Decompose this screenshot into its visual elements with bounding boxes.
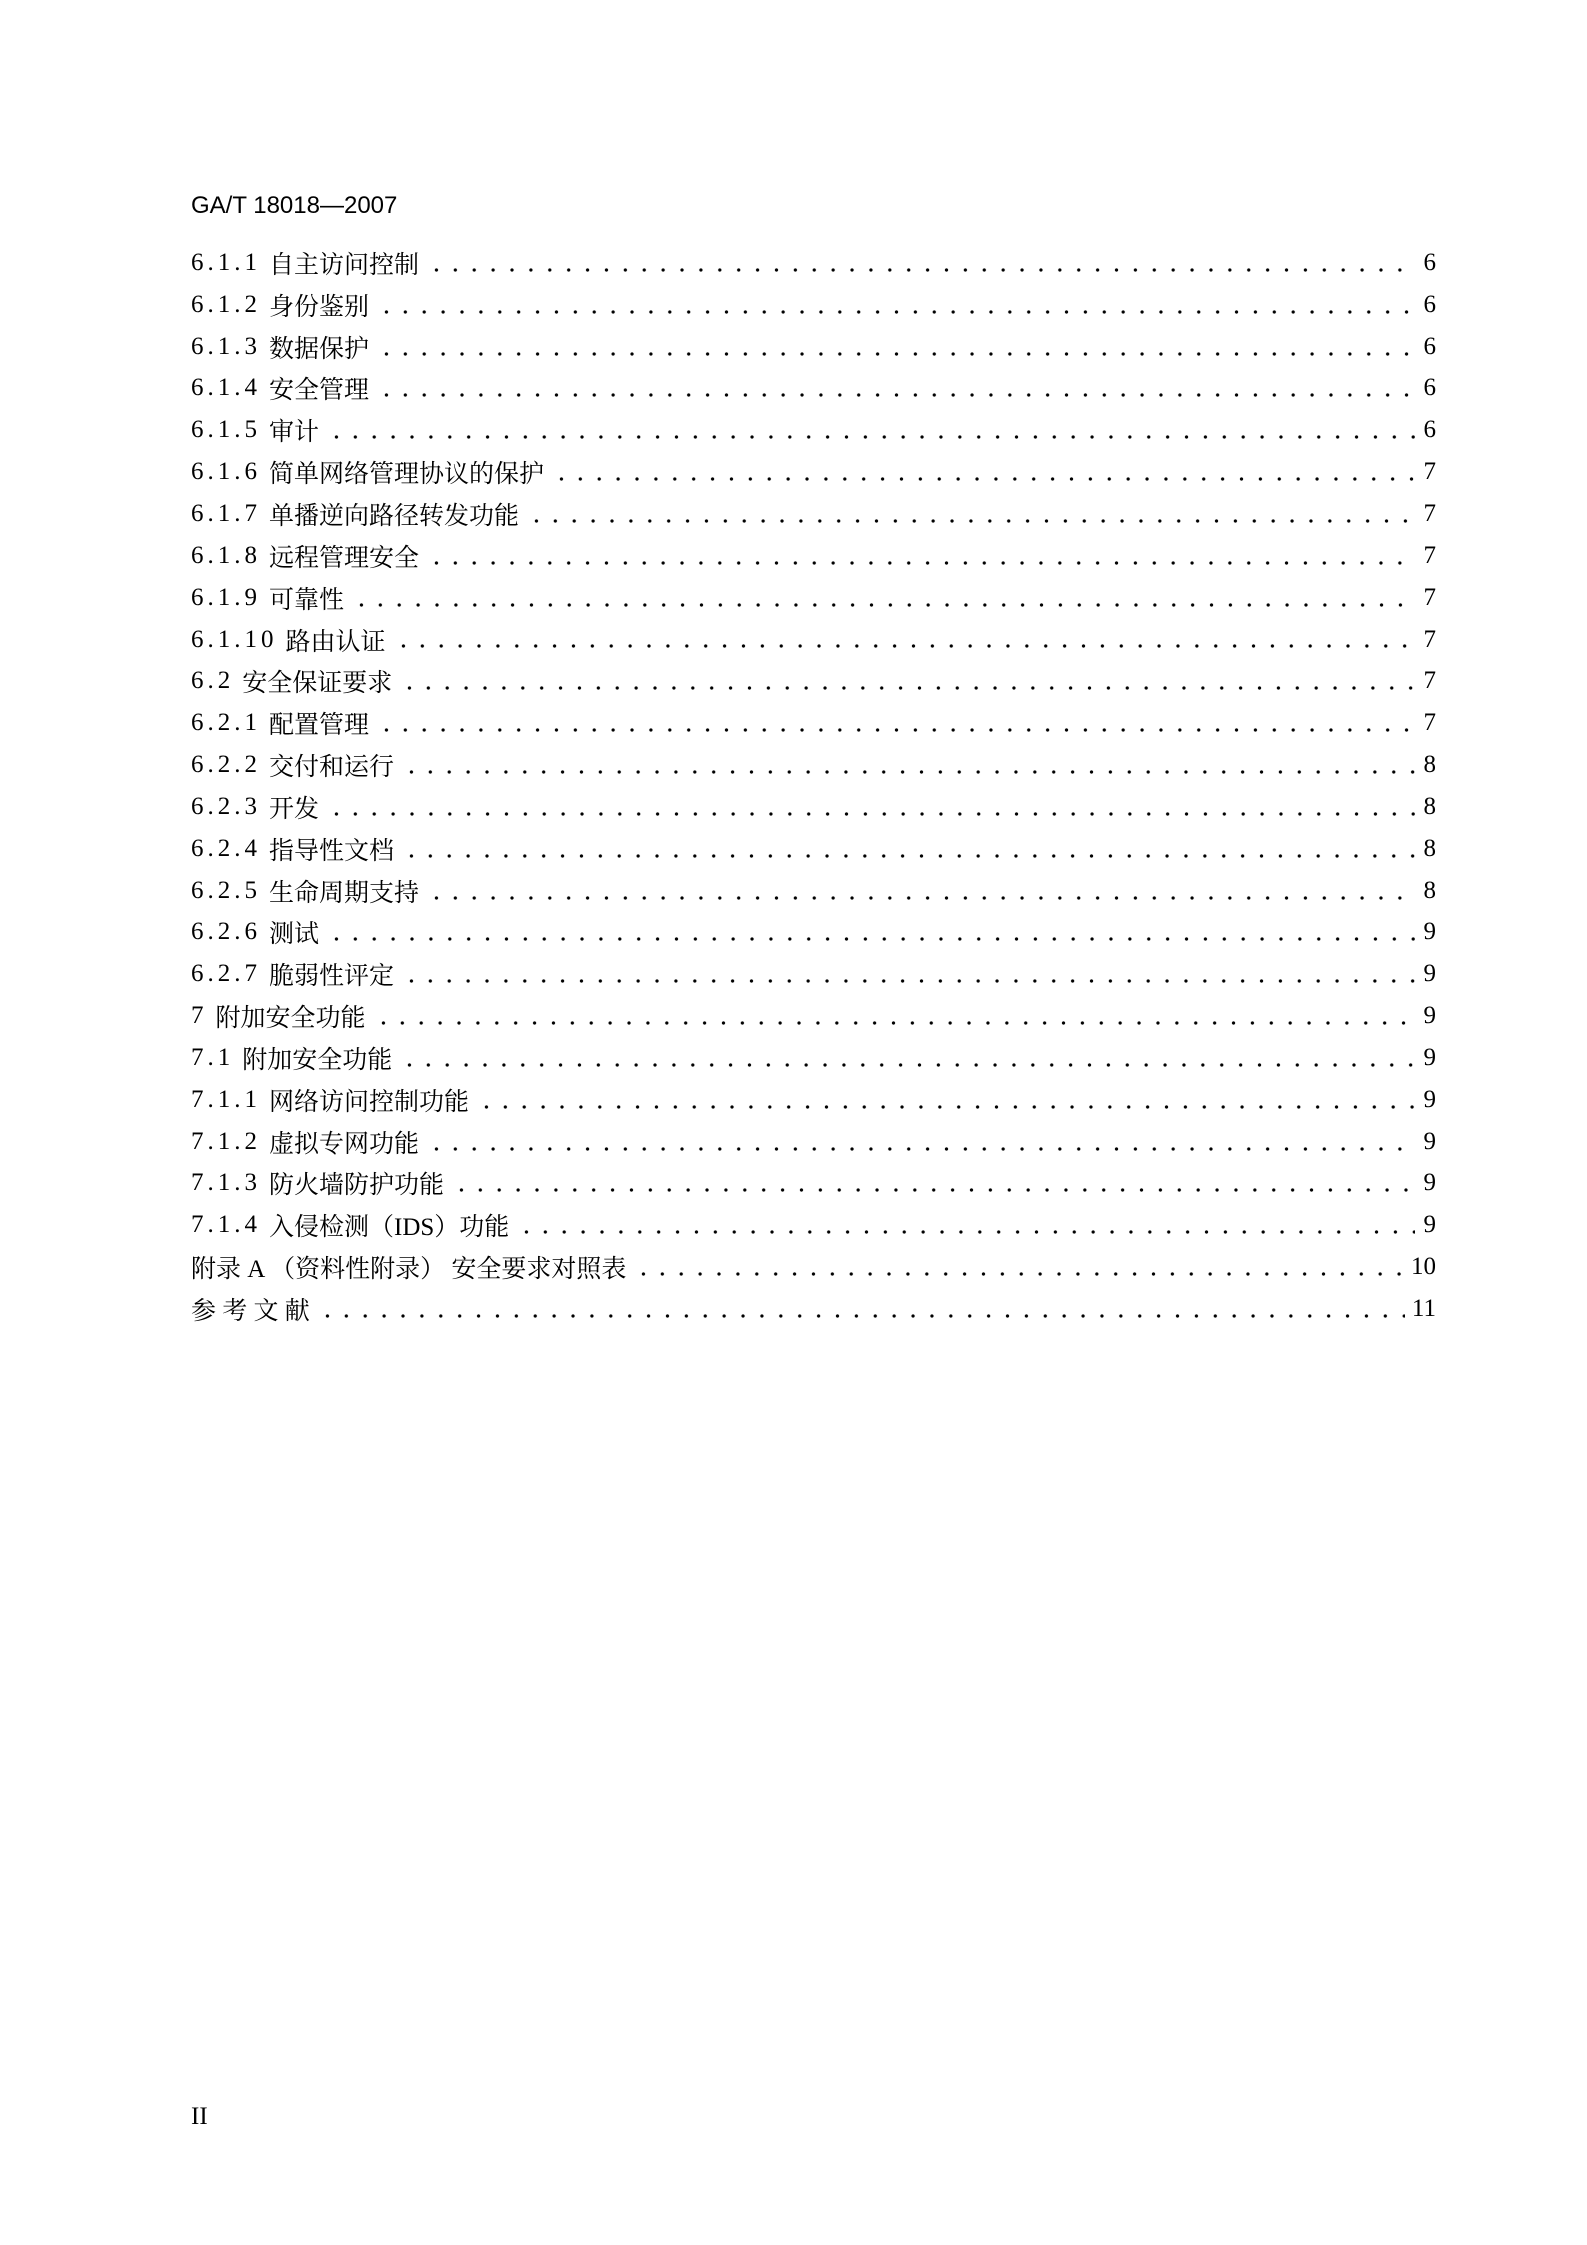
toc-entry xyxy=(191,493,1436,535)
table-of-contents xyxy=(191,242,1436,1330)
toc-entry-page: 8 xyxy=(1423,751,1436,779)
toc-leader-dots xyxy=(427,535,1415,577)
toc-entry-page: 9 xyxy=(1423,960,1436,988)
toc-entry-number: 6.2.6 xyxy=(191,918,261,946)
toc-entry-appendix xyxy=(191,1246,1436,1288)
toc-entry-title: 自主访问控制 xyxy=(269,251,420,279)
toc-entry-page: 7 xyxy=(1423,541,1436,569)
toc-entry-number: 7 xyxy=(191,1002,208,1030)
toc-entry-number: 6.1.10 xyxy=(191,625,278,653)
toc-leader-dots xyxy=(327,409,1415,451)
toc-entry-page: 7 xyxy=(1423,458,1436,486)
toc-entry-number: 6.1.6 xyxy=(191,458,261,486)
toc-leader-dots xyxy=(374,995,1415,1037)
toc-entry xyxy=(191,1204,1436,1246)
toc-entry-title: 安全管理 xyxy=(269,377,370,405)
toc-leader-dots xyxy=(527,493,1415,535)
toc-entry-number: 6.2.1 xyxy=(191,709,261,737)
toc-entry xyxy=(191,242,1436,284)
toc-leader-dots xyxy=(377,284,1415,326)
toc-leader-dots xyxy=(402,953,1415,995)
toc-entry-number: 6.2.3 xyxy=(191,792,261,820)
toc-leader-dots xyxy=(402,744,1415,786)
toc-entry-title: 防火墙防护功能 xyxy=(269,1172,445,1200)
toc-entry xyxy=(191,577,1436,619)
toc-entry-number: 7.1.4 xyxy=(191,1211,261,1239)
toc-entry-page: 6 xyxy=(1423,290,1436,318)
toc-entry-title: 开发 xyxy=(269,795,320,823)
toc-leader-dots xyxy=(427,1121,1415,1163)
toc-entry-title: 安全保证要求 xyxy=(242,670,393,698)
toc-entry xyxy=(191,368,1436,410)
toc-entry-page: 8 xyxy=(1423,876,1436,904)
toc-entry-number: 7.1.1 xyxy=(191,1085,261,1113)
toc-entry-page: 6 xyxy=(1423,248,1436,276)
toc-entry-title: 配置管理 xyxy=(269,712,370,740)
toc-entry-page: 8 xyxy=(1423,792,1436,820)
toc-entry-title: 附录 A （资料性附录） 安全要求对照表 xyxy=(191,1256,627,1284)
page-number-footer: II xyxy=(191,2103,208,2130)
toc-entry-number: 6.1.3 xyxy=(191,332,261,360)
toc-entry-title: 交付和运行 xyxy=(269,754,395,782)
toc-entry-number: 6.1.2 xyxy=(191,290,261,318)
toc-entry-page: 7 xyxy=(1423,499,1436,527)
toc-leader-dots xyxy=(634,1246,1404,1288)
toc-entry xyxy=(191,702,1436,744)
toc-entry xyxy=(191,451,1436,493)
toc-entry-page: 7 xyxy=(1423,583,1436,611)
toc-entry xyxy=(191,953,1436,995)
toc-entry xyxy=(191,535,1436,577)
toc-leader-dots xyxy=(318,1288,1405,1330)
toc-entry-page: 9 xyxy=(1423,1169,1436,1197)
toc-entry-number: 6.2 xyxy=(191,667,235,695)
standard-code-header: GA/T 18018—2007 xyxy=(191,192,398,219)
toc-leader-dots xyxy=(477,1079,1415,1121)
toc-entry-number: 6.1.4 xyxy=(191,374,261,402)
toc-entry-title: 入侵检测（IDS）功能 xyxy=(269,1214,510,1242)
toc-leader-dots xyxy=(377,326,1415,368)
toc-leader-dots xyxy=(552,451,1415,493)
toc-entry-number: 6.1.5 xyxy=(191,416,261,444)
toc-entry xyxy=(191,995,1436,1037)
toc-entry xyxy=(191,660,1436,702)
toc-entry-title: 参 考 文 献 xyxy=(191,1298,310,1326)
toc-entry-page: 9 xyxy=(1423,1211,1436,1239)
toc-entry-title: 脆弱性评定 xyxy=(269,963,395,991)
toc-entry-number: 6.1.7 xyxy=(191,499,261,527)
toc-entry-page: 9 xyxy=(1423,1043,1436,1071)
toc-entry-number: 6.2.5 xyxy=(191,876,261,904)
toc-leader-dots xyxy=(452,1163,1415,1205)
toc-entry-title: 简单网络管理协议的保护 xyxy=(269,461,545,489)
toc-leader-dots xyxy=(400,1037,1415,1079)
toc-entry-title: 远程管理安全 xyxy=(269,544,420,572)
toc-entry-number: 7.1.3 xyxy=(191,1169,261,1197)
toc-entry xyxy=(191,1079,1436,1121)
toc-entry xyxy=(191,1037,1436,1079)
toc-entry xyxy=(191,619,1436,661)
toc-entry-references xyxy=(191,1288,1436,1330)
toc-entry xyxy=(191,912,1436,954)
toc-leader-dots xyxy=(427,870,1415,912)
toc-entry-title: 虚拟专网功能 xyxy=(269,1130,420,1158)
toc-entry xyxy=(191,744,1436,786)
toc-entry-page: 9 xyxy=(1423,1085,1436,1113)
toc-entry-page: 6 xyxy=(1423,416,1436,444)
toc-entry-title: 生命周期支持 xyxy=(269,879,420,907)
toc-entry-page: 9 xyxy=(1423,918,1436,946)
toc-leader-dots xyxy=(517,1204,1415,1246)
toc-entry-title: 指导性文档 xyxy=(269,837,395,865)
toc-entry-title: 网络访问控制功能 xyxy=(269,1088,470,1116)
toc-entry-title: 附加安全功能 xyxy=(215,1005,366,1033)
toc-leader-dots xyxy=(377,368,1415,410)
toc-entry-title: 数据保护 xyxy=(269,335,370,363)
toc-entry xyxy=(191,870,1436,912)
toc-entry-title: 审计 xyxy=(269,419,320,447)
toc-entry-number: 6.2.4 xyxy=(191,834,261,862)
toc-leader-dots xyxy=(377,702,1415,744)
toc-entry-page: 7 xyxy=(1423,625,1436,653)
toc-entry-title: 测试 xyxy=(269,921,320,949)
toc-entry-number: 7.1 xyxy=(191,1043,235,1071)
toc-leader-dots xyxy=(327,786,1415,828)
toc-leader-dots xyxy=(327,912,1415,954)
toc-entry-page: 11 xyxy=(1411,1295,1436,1323)
toc-entry xyxy=(191,409,1436,451)
toc-entry-number: 6.2.7 xyxy=(191,960,261,988)
toc-entry xyxy=(191,1163,1436,1205)
toc-leader-dots xyxy=(400,660,1415,702)
toc-entry xyxy=(191,828,1436,870)
toc-entry xyxy=(191,326,1436,368)
toc-entry-page: 7 xyxy=(1423,667,1436,695)
toc-entry xyxy=(191,284,1436,326)
toc-entry-page: 9 xyxy=(1423,1002,1436,1030)
toc-entry-title: 附加安全功能 xyxy=(242,1046,393,1074)
toc-entry-number: 6.1.9 xyxy=(191,583,261,611)
toc-leader-dots xyxy=(427,242,1415,284)
toc-entry-title: 可靠性 xyxy=(269,586,345,614)
toc-entry-page: 10 xyxy=(1411,1253,1436,1281)
toc-entry-page: 6 xyxy=(1423,332,1436,360)
toc-entry-title: 单播逆向路径转发功能 xyxy=(269,502,520,530)
toc-leader-dots xyxy=(402,828,1415,870)
toc-entry-page: 7 xyxy=(1423,709,1436,737)
toc-entry-title: 身份鉴别 xyxy=(269,293,370,321)
toc-entry-number: 6.1.1 xyxy=(191,248,261,276)
toc-entry-page: 9 xyxy=(1423,1127,1436,1155)
toc-entry-number: 6.2.2 xyxy=(191,751,261,779)
toc-entry-number: 7.1.2 xyxy=(191,1127,261,1155)
toc-entry-page: 6 xyxy=(1423,374,1436,402)
toc-entry xyxy=(191,786,1436,828)
toc-entry-page: 8 xyxy=(1423,834,1436,862)
toc-leader-dots xyxy=(394,619,1415,661)
toc-leader-dots xyxy=(352,577,1415,619)
toc-entry-title: 路由认证 xyxy=(285,628,386,656)
toc-entry xyxy=(191,1121,1436,1163)
toc-entry-number: 6.1.8 xyxy=(191,541,261,569)
